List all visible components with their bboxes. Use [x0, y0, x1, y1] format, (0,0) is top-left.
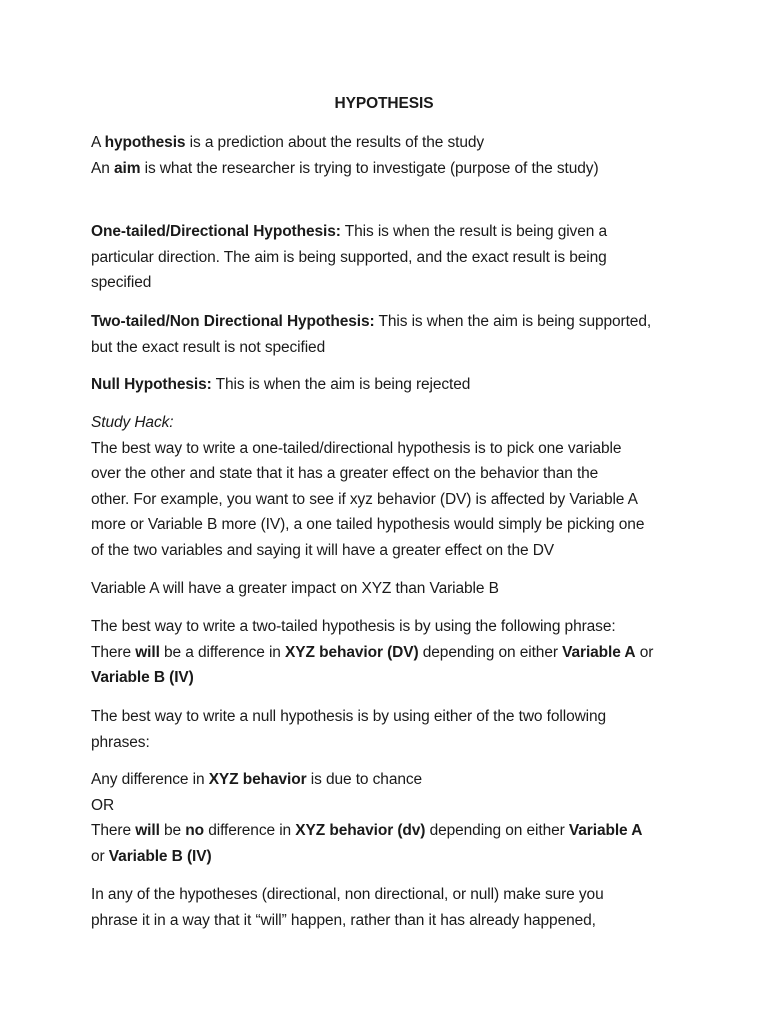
- null-hypothesis-paragraph: Null Hypothesis: This is when the aim is being rejected: [91, 376, 471, 393]
- null-tip: The best way to write a null hypothesis is by using either of the two following phrases:: [91, 708, 607, 751]
- page-title: HYPOTHESIS: [334, 95, 434, 112]
- aim-definition: An aim is what the researcher is trying to investigate (purpose of the study): [91, 159, 599, 177]
- hypothesis-definition: A hypothesis is a prediction about the results of the study: [91, 134, 485, 151]
- null-hypothesis-term: Null Hypothesis:: [91, 376, 212, 393]
- aim-term: aim: [113, 159, 141, 177]
- two-tailed-term: Two-tailed/Non Directional Hypothesis:: [91, 313, 375, 330]
- closing-paragraph: In any of the hypotheses (directional, non directional, or null) make sure you phrase it in a way that it “will” happen, rather than it has already happened,: [91, 886, 604, 929]
- intro-definitions: [91, 130, 691, 181]
- one-tailed-example: Variable A will have a greater impact on XYZ than Variable B: [91, 580, 499, 597]
- one-tailed-term: One-tailed/Directional Hypothesis:: [91, 223, 341, 240]
- null-examples: Any difference in XYZ behavior is due to chance OR There will be no difference in XYZ behavior (dv) depending on either Variable A or Variable B (IV): [91, 771, 643, 865]
- two-tailed-paragraph: Two-tailed/Non Directional Hypothesis: This is when the aim is being supported, but the exact result is not specified: [91, 313, 652, 356]
- one-tailed-paragraph: One-tailed/Directional Hypothesis: This is when the result is being given a particular direction. The aim is being supported, and the exact result is being specified: [91, 223, 607, 291]
- study-hack-label: Study Hack:: [91, 414, 174, 431]
- study-hack-paragraph: Study Hack: The best way to write a one-tailed/directional hypothesis is to pick one variable over the other and state that it has a greater effect on the behavior than the other. For example, you want to see if xyz behavior (DV) is affected by Variable A more or Variable B more (IV), a one tailed hypothesis would simply be picking one of the two variables and saying it will have a greater effect on the DV: [91, 414, 645, 559]
- hypothesis-term: hypothesis: [104, 134, 186, 151]
- two-tailed-tip: The best way to write a two-tailed hypothesis is by using the following phrase: There will be a difference in XYZ behavior (DV) depending on either Variable A or Variable B (IV): [91, 618, 654, 686]
